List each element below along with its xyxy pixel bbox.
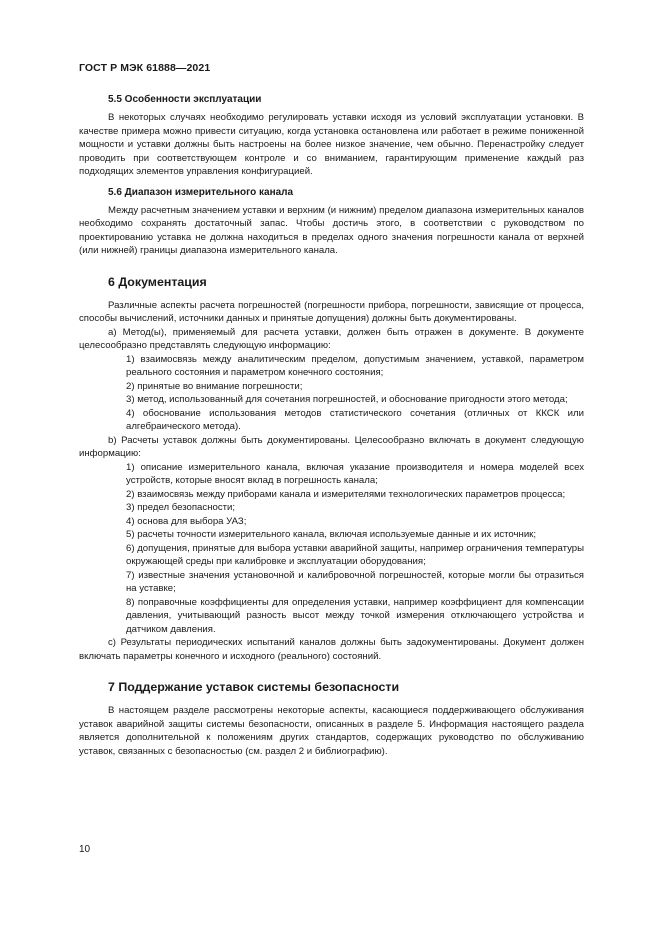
section-6-b-intro: b) Расчеты уставок должны быть документированы. Целесообразно включать в документ следующую информацию: [79, 434, 584, 459]
section-7-title: 7 Поддержание уставок системы безопасности [108, 680, 400, 694]
list-item-b-6: 6) допущения, принятые для выбора уставки аварийной защиты, например ограничения температуры окружающей среды при калибровке и эксплуатации оборудования; [126, 542, 584, 567]
section-7-body: В настоящем разделе рассмотрены некоторые аспекты, касающиеся поддерживающего обслуживания уставок аварийной защиты системы безопасности, описанных в разделе 5. Информация настоящего раздела является дополнительной к положениям других стандартов, содержащих руководство по обслуживанию уставок, связанных с безопасностью (см. раздел 2 и библиографию). [79, 705, 584, 757]
list-item-b-1: 1) описание измерительного канала, включая указание производителя и номера моделей всех устройств, которые вносят вклад в погрешность канала; [126, 461, 584, 486]
section-5-5-title: 5.5 Особенности эксплуатации [108, 94, 262, 105]
section-6-title: 6 Документация [108, 274, 207, 289]
list-item-b-2: 2) взаимосвязь между приборами канала и измерителями технологических параметров процесса; [126, 488, 566, 500]
list-item-b-4: 4) основа для выбора УАЗ; [126, 515, 247, 527]
page-content [79, 92, 584, 758]
list-item-b-5: 5) расчеты точности измерительного канала, включая используемые данные и их источник; [126, 529, 537, 540]
section-6-a-intro: а) Метод(ы), применяемый для расчета уставки, должен быть отражен в документе. В документе целесообразно представлять следующую информацию: [79, 326, 584, 351]
section-6-c-text: с) Результаты периодических испытаний каналов должны быть задокументированы. Документ должен включать параметры конечного и исходного (реального) состояний. [79, 637, 584, 662]
section-5-6-title: 5.6 Диапазон измерительного канала [108, 186, 294, 198]
page-number: 10 [79, 844, 91, 855]
list-item-a-2: 2) принятые во внимание погрешности; [126, 380, 303, 392]
list-item-a-4: 4) обоснование использования методов статистического сочетания (отличных от ККСК или алгебраического метода). [126, 407, 584, 432]
section-5-6-body: Между расчетным значением уставки и верхним (и нижним) пределом диапазона измерительных каналов необходимо сохранять достаточный запас. Чтобы достичь этого, в соответствии с руководством по проектированию уставка не должна находиться в пределах одного значения погрешности канала от верхней (или нижней) границы диапазона измерительного канала. [79, 204, 584, 256]
list-item-b-3: 3) предел безопасности; [126, 502, 236, 513]
list-item-b-7: 7) известные значения установочной и калибровочной погрешностей, которые могли бы отразиться на уставке; [126, 569, 584, 594]
section-6-intro: Различные аспекты расчета погрешностей (погрешности прибора, погрешности, зависящие от процесса, способы вычислений, источники данных и принятые допущения) должны быть документированы. [79, 299, 584, 324]
list-item-a-3: 3) метод, использованный для сочетания погрешностей, и обоснование пригодности этого метода; [126, 394, 568, 405]
list-item-a-1: 1) взаимосвязь между аналитическим пределом, допустимым значением, уставкой, параметром реального состояния и параметром конечного состояния; [126, 353, 584, 378]
list-item-b-8: 8) поправочные коэффициенты для определения уставки, например коэффициент для компенсации давления, учитывающий разность высот между точкой измерения отключающего устройства и датчиком давления. [126, 596, 584, 635]
document-code: ГОСТ Р МЭК 61888—2021 [79, 62, 211, 74]
section-5-5-body: В некоторых случаях необходимо регулировать уставки исходя из условий эксплуатации установки. В качестве примера можно привести ситуацию, когда установка остановлена или работает в режиме пониженной мощности и уставки должны быть настроены на более низкое значение, чем обычно. Перенастройку следует проводить при соответствующем контроле и со вниманием, гарантирующим применение каждый раз подходящих элементов управления конфигурацией. [79, 112, 584, 177]
